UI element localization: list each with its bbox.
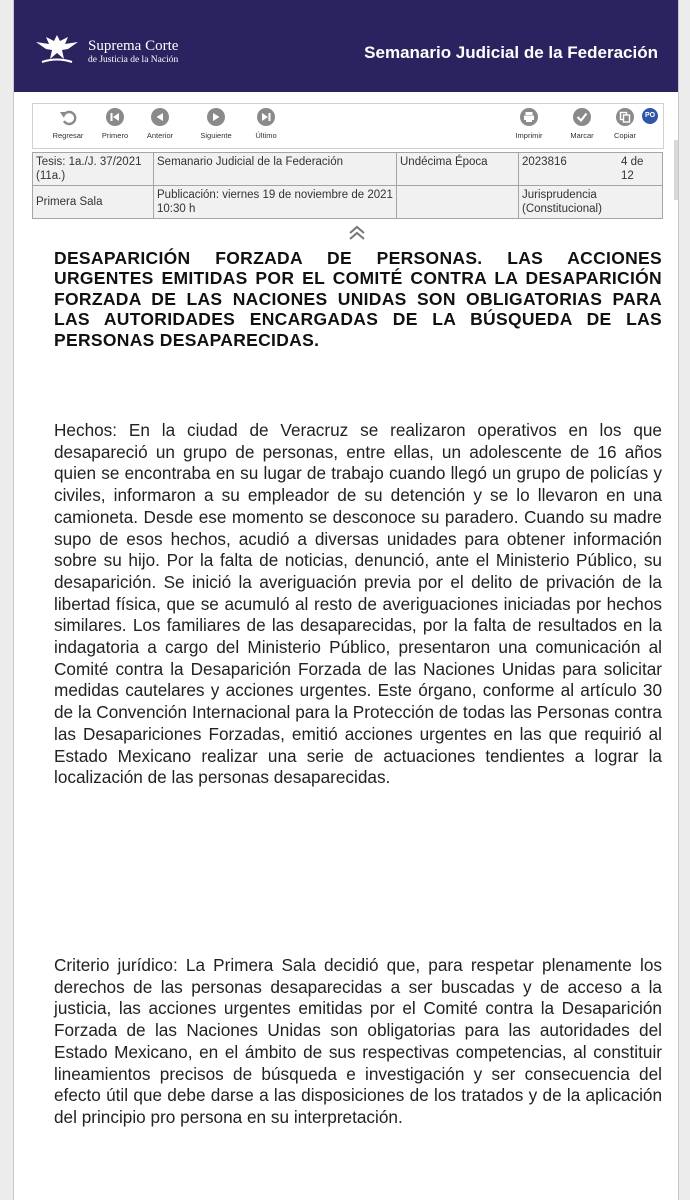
- registry-number: 2023816: [522, 156, 567, 168]
- registry-cell: [519, 153, 663, 186]
- po-badge[interactable]: PO: [642, 108, 658, 124]
- previous-icon: [151, 108, 169, 126]
- back-label: Regresar: [52, 131, 84, 140]
- copy-icon: [616, 108, 634, 126]
- position-counter: 4 de 12: [621, 156, 644, 182]
- metadata-table: [32, 152, 663, 219]
- publication-cell: Publicación: viernes 19 de noviembre de 2021 10:30 h: [154, 186, 397, 219]
- print-button[interactable]: [501, 108, 557, 140]
- skip-first-icon: [106, 108, 124, 126]
- site-header: [14, 0, 678, 92]
- scrollbar-thumb[interactable]: [674, 140, 678, 200]
- facts-paragraph: Hechos: En la ciudad de Veracruz se realizaron operativos en los que desapareció un grupo de personas, entre ellas, un adolescente de 16 años quien se encontraba en su lugar de trabajo cuando llegó un grupo de policías y civiles, informaron a su empleador de su detención y se lo llevaron en una camioneta. Desde ese momento se desconoce su paradero. Cuando su madre supo de esos hechos, acudió a diversas unidades para obtener información sobre su hijo. Por la falta de noticias, denunció, ante el Ministerio Público, su desaparición. Se inició la averiguación previa por el delito de privación de la libertad física, que se acumuló al resto de averiguaciones iniciadas por hechos similares. Los familiares de las desaparecidas, por la falta de resultados en la indagatoria a cargo del Ministerio Público, presentaron una comunicación al Comité contra la Desaparición Forzada de las Naciones Unidas para solicitar medidas cautelares y acciones urgentes. Este órgano, conforme al artículo 30 de la Convención Internacional para la Protección de todas las Personas contra las Desapariciones Forzadas, emitió acciones urgentes en las que requirió al Estado Mexicano realizar una serie de actuaciones tendientes a lograr la localización de las personas desaparecidas.: [54, 420, 662, 788]
- type-cell: Jurisprudencia (Constitucional): [519, 186, 663, 219]
- logo-title: Suprema Corte: [88, 38, 179, 54]
- logo-subtitle: de Justicia de la Nación: [88, 55, 179, 65]
- header-title: Semanario Judicial de la Federación: [364, 43, 658, 62]
- collapse-chevron-icon[interactable]: [348, 225, 366, 241]
- next-button[interactable]: [188, 108, 244, 140]
- source-cell: Semanario Judicial de la Federación: [154, 153, 397, 186]
- previous-label: Anterior: [146, 131, 174, 140]
- epoch-cell: Undécima Época: [397, 153, 519, 186]
- empty-cell: [397, 186, 519, 219]
- scjn-logo[interactable]: [32, 30, 212, 70]
- next-icon: [207, 108, 225, 126]
- first-label: Primero: [101, 131, 129, 140]
- last-label: Último: [255, 131, 277, 140]
- checkmark-icon: [573, 108, 591, 126]
- page-frame: [13, 0, 679, 1200]
- printer-icon: [520, 108, 538, 126]
- next-label: Siguiente: [200, 131, 232, 140]
- criterion-paragraph: Criterio jurídico: La Primera Sala decidió que, para respetar plenamente los derechos de las personas desaparecidas a ser buscadas y de acceso a la justicia, las acciones urgentes emitidas por el Comité contra la Desaparición Forzada de las Naciones Unidas son obligatorias para las autoridades del Estado Mexicano, en el ámbito de sus respectivas competencias, al constituir lineamientos precisos de búsqueda e investigación y ser consecuencia del efecto útil que debe darse a las disposiciones de los tratados y de la aplicación del principio pro persona en su interpretación.: [54, 955, 662, 1127]
- eagle-icon: [32, 33, 82, 67]
- previous-button[interactable]: [132, 108, 188, 140]
- copy-label: Copiar: [613, 131, 637, 140]
- skip-last-icon: [257, 108, 275, 126]
- last-button[interactable]: [238, 108, 294, 140]
- print-label: Imprimir: [515, 131, 543, 140]
- thesis-heading: DESAPARICIÓN FORZADA DE PERSONAS. LAS ACCIONES URGENTES EMITIDAS POR EL COMITÉ CONTRA LA DESAPARICIÓN FORZADA DE LAS NACIONES UNIDAS SON OBLIGATORIAS PARA LAS AUTORIDADES ENCARGADAS DE LA BÚSQUEDA DE LAS PERSONAS DESAPARECIDAS.: [54, 248, 662, 350]
- tesis-cell: Tesis: 1a./J. 37/2021 (11a.): [33, 153, 154, 186]
- toolbar: [32, 103, 664, 149]
- chamber-cell: Primera Sala: [33, 186, 154, 219]
- undo-arrow-icon: [59, 108, 77, 126]
- mark-label: Marcar: [570, 131, 594, 140]
